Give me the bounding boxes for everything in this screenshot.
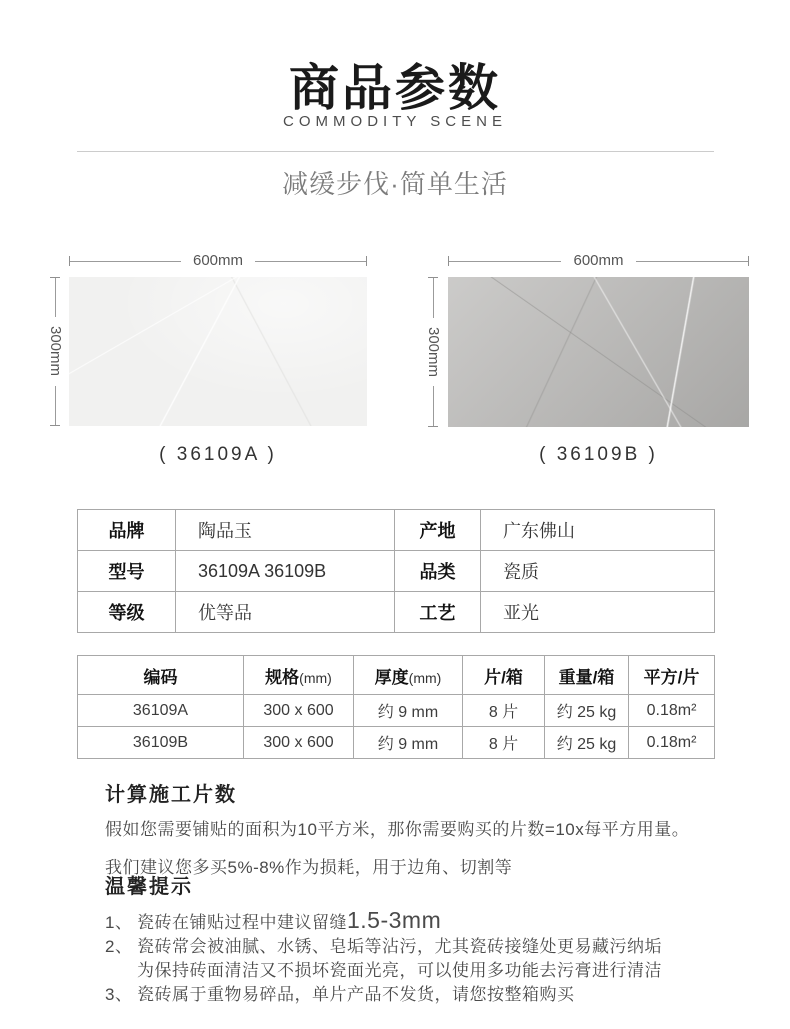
spec-row [78,551,715,592]
dimension-line [433,386,434,426]
tile-a-width-label: 600mm [192,252,244,269]
dimension-tick [428,426,438,427]
header-unit: (mm) [408,669,442,686]
tip-number: 3、 [105,985,133,1004]
dimension-line [70,261,181,262]
spec-value-brand: 陶品玉 [176,510,395,551]
tile-a-height-dimension [48,277,62,426]
spec-value-grade: 优等品 [176,592,395,633]
cell-area: 0.18m² [629,727,715,759]
tip-item-3 [105,983,715,1007]
spec-value-finish: 亚光 [481,592,715,633]
dimension-tick [748,256,749,266]
cell-spec: 300 x 600 [244,695,354,727]
header-unit: (mm) [299,669,332,686]
tile-a-height-label: 300mm [47,326,64,377]
cell-weight: 约 25 kg [545,695,629,727]
calc-heading: 计算施工片数 [105,784,237,806]
tile-swatch-36109a [69,277,367,426]
header-divider [77,151,714,152]
tip-highlight-value: 1.5-3mm [347,907,442,933]
spec-value-origin: 广东佛山 [481,510,715,551]
spec-label-origin: 产地 [395,510,481,551]
header-text: 编码 [143,667,178,687]
size-table-row-36109b [78,727,715,759]
spec-table [77,509,715,633]
cell-thickness: 约 9 mm [354,695,463,727]
tip-text-body: 瓷砖常会被油腻、水锈、皂垢等沾污，尤其瓷砖接缝处更易藏污纳垢 [137,937,662,956]
cell-pieces: 8 片 [463,727,545,759]
size-header-weight-per-box [545,656,629,695]
spec-label-finish: 工艺 [395,592,481,633]
tile-b-width-label: 600mm [573,252,624,269]
calc-line-1: 假如您需要铺贴的面积为10平方米，那你需要购买的片数=10x每平方用量。 [105,820,690,839]
spec-row [78,510,715,551]
spec-row [78,592,715,633]
tips-list [105,908,715,1007]
cell-code: 36109B [78,727,244,759]
slogan-text: 减缓步伐·简单生活 [282,169,508,199]
tip-number: 1、 [105,913,133,932]
cell-thickness: 约 9 mm [354,727,463,759]
tip-text-body: 瓷砖在铺贴过程中建议留缝 [137,913,347,932]
dimension-tick [366,256,367,266]
tip-item-1 [105,908,715,935]
dimension-line [55,386,56,425]
calc-section [105,778,705,883]
tile-b-height-dimension [426,277,440,427]
spec-value-model: 36109A 36109B [176,551,395,592]
dimension-line [433,278,434,318]
dimension-line [636,261,748,262]
cell-code: 36109A [78,695,244,727]
tip-text [137,935,715,983]
size-table [77,655,715,759]
cell-weight: 约 25 kg [545,727,629,759]
page-title: 商品参数 [289,60,501,116]
tile-b-width-dimension [448,254,749,268]
tip-number: 2、 [105,937,133,956]
tile-a-width-dimension [69,254,367,268]
tips-heading: 温馨提示 [105,876,193,898]
spec-label-grade: 等级 [78,592,176,633]
spec-label-category: 品类 [395,551,481,592]
dimension-line [55,278,56,317]
dimension-line [255,261,366,262]
size-table-row-36109a [78,695,715,727]
header-text: 片/箱 [484,667,523,687]
header-text: 平方/片 [643,667,700,687]
tile-b-height-label: 300mm [425,326,442,378]
size-header-thickness [354,656,463,695]
tip-text-body: 瓷砖属于重物易碎品，单片产品不发货，请您按整箱购买 [137,985,575,1004]
header-text: 规格 [265,667,300,687]
size-header-spec [244,656,354,695]
tile-b-code-caption: ( 36109B ) [539,444,658,465]
spec-label-brand: 品牌 [78,510,176,551]
page-subtitle-english: COMMODITY SCENE [283,113,507,130]
cell-spec: 300 x 600 [244,727,354,759]
tip-text [137,908,715,935]
size-header-pieces-per-box [463,656,545,695]
header-text: 厚度 [374,667,409,687]
dimension-tick [50,425,60,426]
cell-pieces: 8 片 [463,695,545,727]
dimension-line [449,261,561,262]
tip-item-2 [105,935,715,983]
spec-value-category: 瓷质 [481,551,715,592]
cell-area: 0.18m² [629,695,715,727]
header-text: 重量/箱 [558,667,615,687]
tip-text [137,983,715,1007]
tips-section [105,870,715,1007]
spec-label-model: 型号 [78,551,176,592]
size-header-area-per-piece [629,656,715,695]
size-header-code [78,656,244,695]
tile-a-code-caption: ( 36109A ) [159,444,277,465]
calc-line-2: 我们建议您多买5%-8%作为损耗，用于边角、切割等 [105,858,513,877]
tip-text-continuation: 为保持砖面清洁又不损坏瓷面光亮，可以使用多功能去污膏进行清洁 [137,961,662,980]
tile-swatch-36109b [448,277,749,427]
size-table-header-row [78,656,715,695]
